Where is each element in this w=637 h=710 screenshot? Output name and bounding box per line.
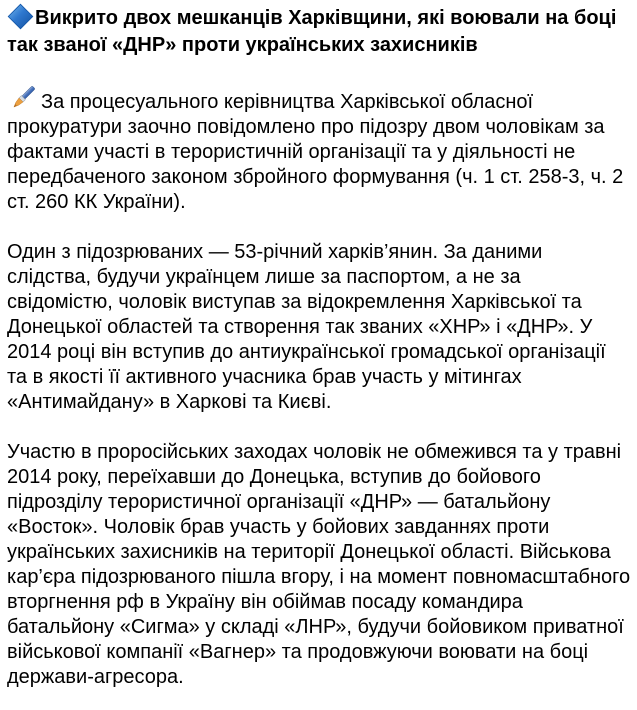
post-title: [7, 3, 631, 59]
paragraph-text: Участю в проросійських заходах чоловік не обмежився та у травні 2014 року, переїхавши до Донецька, вступив до бойового підрозділу терористичної організації «ДНР» — батальйону «Восток». Чоловік брав участь у бойових завданнях проти українських захисників на території Донецької області. Військова кар’єра підозрюваного пішла вгору, і на момент повномасштабного вторгнення рф в Україну він обіймав посаду командира батальйону «Сигма» у складі «ЛНР», будучи бойовиком приватної військової компанії «Вагнер» та продовжуючи воювати на боці держави-агресора.: [7, 441, 631, 688]
paragraph-text: Один з підозрюваних — 53-річний харків’янин. За даними слідства, будучи українцем лише за паспортом, а не за свідомістю, чоловік виступав за відокремлення Харківської та Донецької областей та створення так званих «ХНР» і «ДНР». У 2014 році він вступив до антиукраїнської громадської організації та в якості її активного учасника брав участь у мітингах «Антимайдану» в Харкові та Києві.: [7, 241, 606, 413]
post-paragraph-2: [7, 240, 631, 415]
paintbrush-icon: [7, 85, 36, 114]
post-title-text: Викрито двох мешканців Харківщини, які воювали на боці так званої «ДНР» проти українських захисників: [7, 7, 617, 56]
blue-diamond-icon: [7, 3, 34, 30]
post-paragraph-3: [7, 440, 631, 690]
post-paragraph-1: [7, 85, 631, 215]
paragraph-text: За процесуального керівництва Харківської обласної прокуратури заочно повідомлено про підозру двом чоловікам за фактами участі в терористичній організації та у діяльності не передбаченого законом збройного формування (ч. 1 ст. 258-3, ч. 2 ст. 260 КК України).: [7, 91, 624, 213]
